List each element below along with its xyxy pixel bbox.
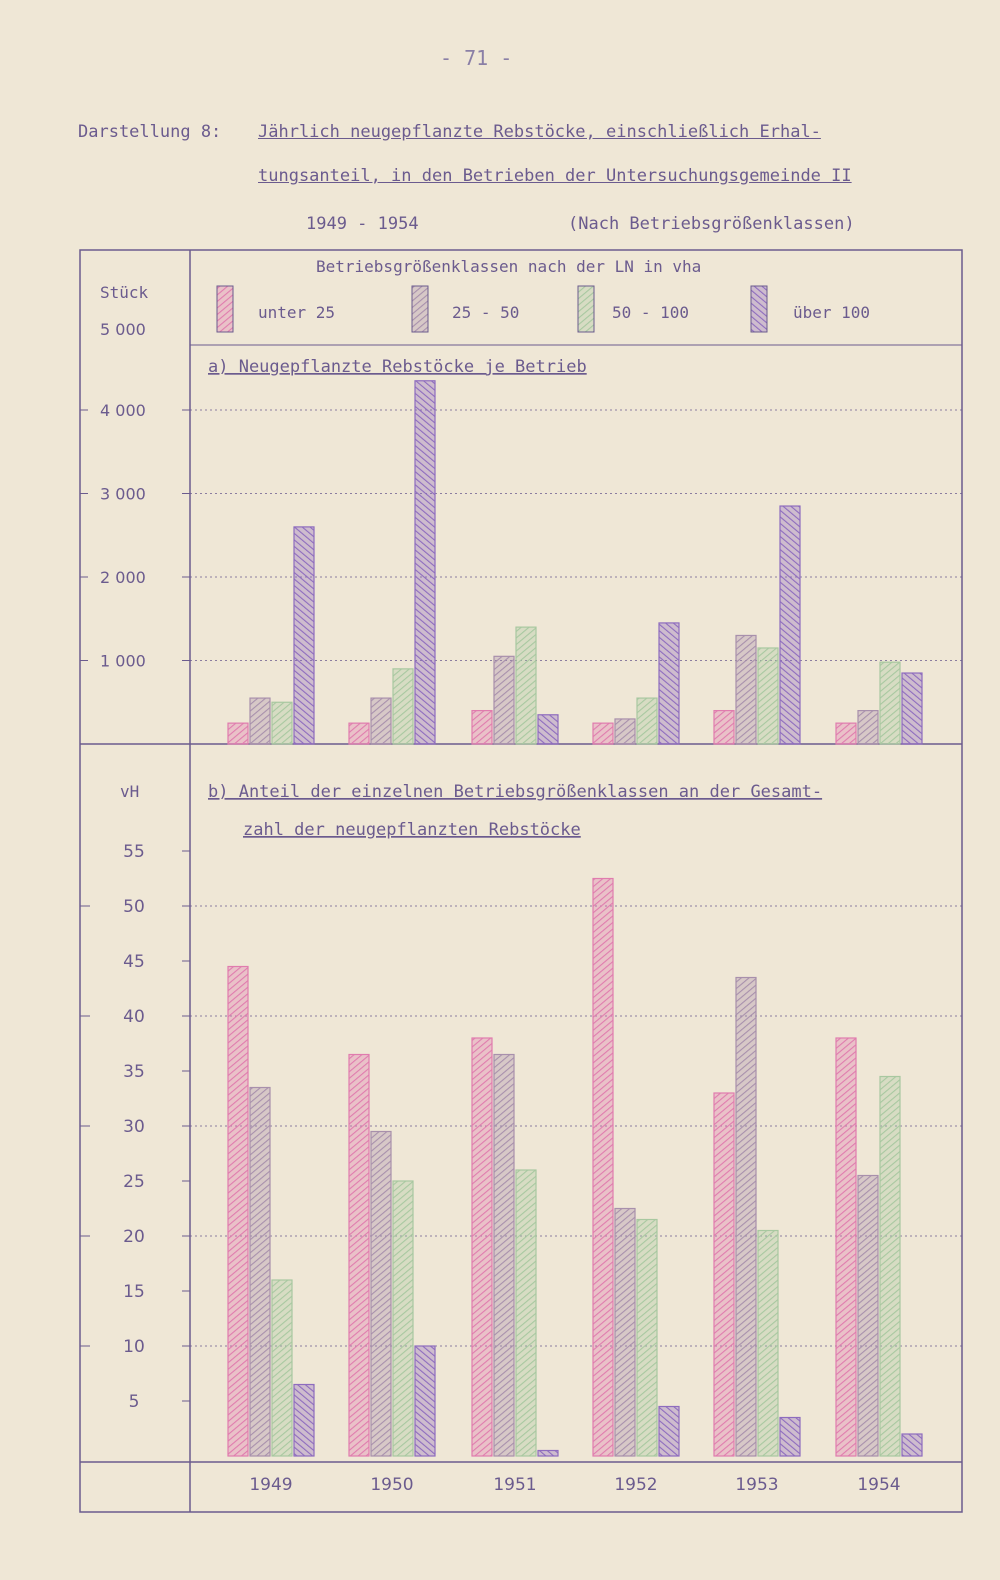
chart-a-bar-1953-series-3 [758,648,778,744]
chart-b-y-tick-label: 30 [123,1117,145,1137]
page-number: - 71 - [440,46,513,70]
chart-b-bar-1950-series-4 [415,1346,435,1456]
chart-a-bar-1951-series-2 [494,656,514,744]
chart-b-y-tick-label: 40 [123,1007,145,1027]
chart-b-bar-1952-series-4 [659,1407,679,1457]
legend-swatch-3 [578,286,594,332]
chart-b-y-tick-label: 45 [123,952,145,972]
chart-b-y-tick-label: 55 [123,842,145,862]
chart-a-y-axis-label: Stück [100,283,149,302]
chart-b-y-tick-label: 15 [123,1282,145,1302]
chart-b-y-tick-label: 10 [123,1337,145,1357]
chart-b-bar-1950-series-3 [393,1181,413,1456]
figure-period: 1949 - 1954 [306,214,419,234]
chart-b-title-line-1: b) Anteil der einzelnen Betriebsgrößenklassen an der Gesamt- [208,782,823,802]
chart-b-y-tick-label: 20 [123,1227,145,1247]
chart-a-bar-1952-series-2 [615,719,635,744]
chart-a-bar-1950-series-2 [371,698,391,744]
x-category-label: 1951 [493,1475,537,1495]
legend-swatch-1 [217,286,233,332]
chart-b-bar-1949-series-4 [294,1385,314,1457]
chart-a-bar-1954-series-4 [902,673,922,744]
chart-a-bar-1954-series-1 [836,723,856,744]
chart-b-bar-1954-series-3 [880,1077,900,1457]
chart-b-bar-1952-series-3 [637,1220,657,1457]
chart-b-bar-1950-series-2 [371,1132,391,1457]
chart-b-bar-1951-series-1 [472,1038,492,1456]
chart-a-bar-1952-series-1 [593,723,613,744]
chart-a-y-tick-label: 2 000 [100,568,146,587]
chart-b-y-tick-label: 35 [123,1062,145,1082]
chart-a-y-tick-label: 3 000 [100,484,146,504]
chart-b-y-tick-label: 25 [123,1172,145,1192]
x-category-label: 1952 [614,1475,658,1495]
chart-a-bar-1953-series-1 [714,711,734,744]
figure-classification: (Nach Betriebsgrößenklassen) [568,214,855,234]
x-category-label: 1953 [735,1475,779,1495]
chart-b-y-tick-label: 5 [128,1392,140,1412]
legend-label-3: 50 - 100 [612,303,690,322]
legend-label-4: über 100 [793,303,871,322]
chart-a-y-tick-label: 4 000 [100,401,146,420]
chart-a-bar-1950-series-4 [415,381,435,744]
chart-a-bar-1950-series-1 [349,723,369,744]
chart-b-bar-1949-series-1 [228,967,248,1457]
chart-b-bar-1952-series-1 [593,879,613,1457]
chart-a-title: a) Neugepflanzte Rebstöcke je Betrieb [208,357,587,377]
chart-a-y-tick-label: 5 000 [100,320,146,339]
chart-b-bar-1949-series-2 [250,1088,270,1457]
chart-a-bar-1949-series-4 [294,527,314,744]
x-category-label: 1950 [370,1475,414,1495]
legend-swatch-4 [751,286,767,332]
legend-label-1: unter 25 [258,303,336,322]
chart-a-bar-1954-series-3 [880,662,900,744]
chart-b-bar-1951-series-4 [538,1451,558,1457]
chart-a-bar-1950-series-3 [393,669,413,744]
chart-a-bar-1949-series-2 [250,698,270,744]
chart-b-bar-1950-series-1 [349,1055,369,1457]
chart-b-bar-1953-series-1 [714,1093,734,1456]
chart-a-bar-1951-series-1 [472,711,492,744]
chart-b-bar-1951-series-2 [494,1055,514,1457]
chart-b-y-tick-label: 50 [123,897,145,917]
chart-a-bar-1949-series-1 [228,723,248,744]
chart-b-bar-1954-series-1 [836,1038,856,1456]
legend-swatch-2 [412,286,428,332]
chart-b-bar-1953-series-4 [780,1418,800,1457]
figure-caption-line-2: tungsanteil, in den Betrieben der Untersuchungsgemeinde II [258,166,852,186]
chart-b-bar-1951-series-3 [516,1170,536,1456]
legend-label-2: 25 - 50 [452,303,520,322]
chart-b-bar-1949-series-3 [272,1280,292,1456]
chart-b-y-axis-label: vH [120,782,140,801]
chart-a-bar-1953-series-4 [780,506,800,744]
chart-a-bar-1954-series-2 [858,711,878,744]
chart-b-title-line-2: zahl der neugepflanzten Rebstöcke [243,820,581,840]
figure-label: Darstellung 8: [78,122,222,142]
x-category-label: 1954 [857,1475,901,1495]
chart-a-y-tick-label: 1 000 [100,651,146,671]
chart-a-bar-1952-series-4 [659,623,679,744]
chart-b-bar-1953-series-2 [736,978,756,1457]
x-category-label: 1949 [249,1475,293,1495]
chart-b-bar-1954-series-2 [858,1176,878,1457]
chart-a-bar-1951-series-3 [516,627,536,744]
legend-title: Betriebsgrößenklassen nach der LN in vha [316,257,702,276]
figure-caption-line-1: Jährlich neugepflanzte Rebstöcke, einschließlich Erhal- [258,122,821,142]
chart-b-bar-1954-series-4 [902,1434,922,1456]
chart-b-bar-1952-series-2 [615,1209,635,1457]
chart-b-bar-1953-series-3 [758,1231,778,1457]
chart-a-bar-1951-series-4 [538,715,558,744]
chart-a-bar-1952-series-3 [637,698,657,744]
chart-a-bar-1953-series-2 [736,635,756,744]
chart-a-bar-1949-series-3 [272,702,292,744]
